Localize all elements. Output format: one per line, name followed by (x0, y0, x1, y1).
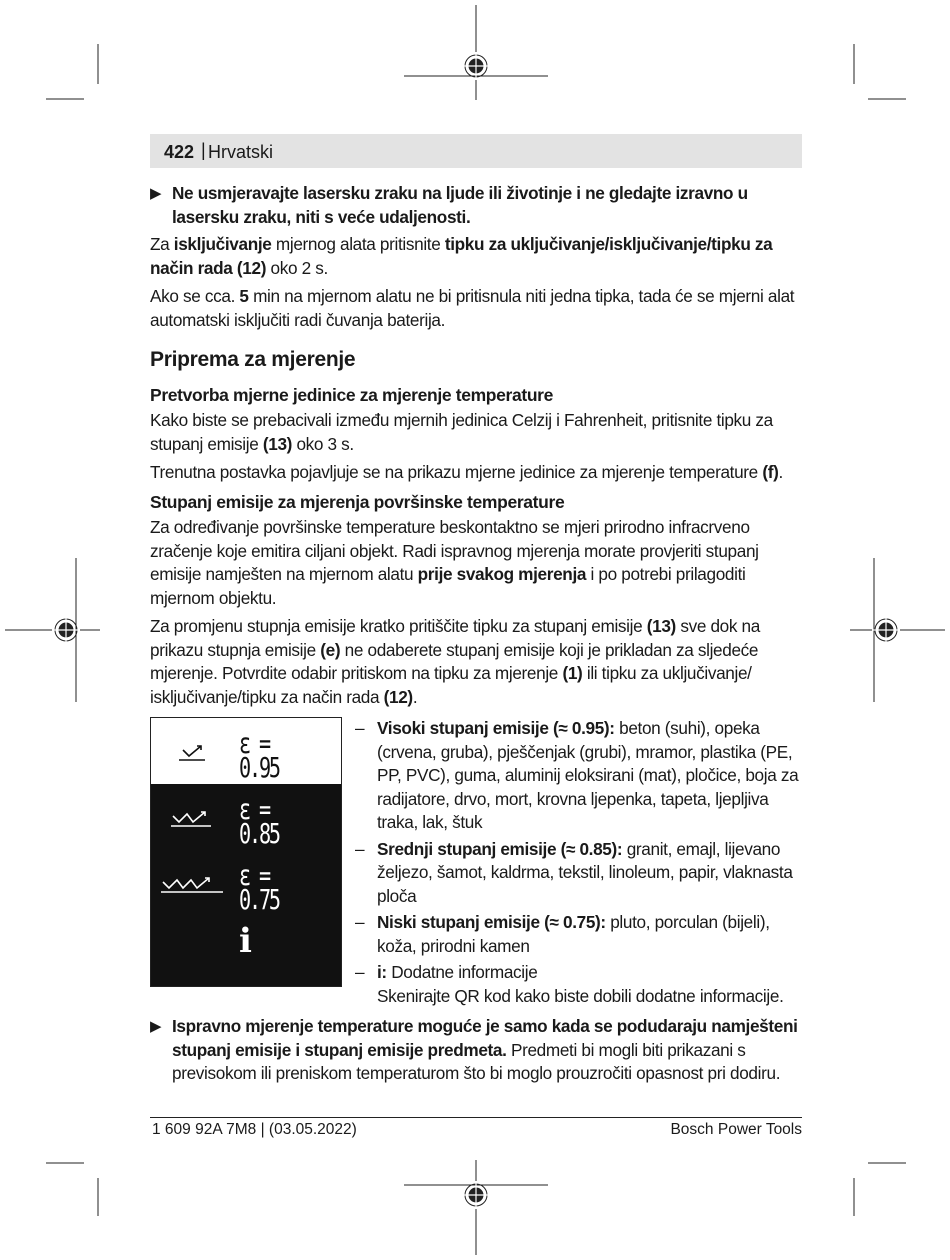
emissivity-high-icon (171, 738, 221, 762)
emissivity-row-medium (151, 784, 341, 850)
emissivity-change-paragraph: Za promjenu stupnja emisije kratko pritiščite tipku za stupanj emisije (13) sve dok na prikazu stupnja emisije (e) ne odaberete stupanj emisije koji je prikladan za sljedeće mjerenje. Potvrdite odabir pritiskom na tipku za mjerenje (1) ili tipku za uključivanje/ isključivanje/tipku za način rada (12). (150, 616, 760, 707)
list-item: – Niski stupanj emisije (≈ 0.75): pluto, porculan (bijeli), koža, prirodni kamen (355, 912, 770, 956)
info-icon: i (239, 921, 252, 961)
emissivity-list (355, 717, 805, 1011)
emissivity-heading: Stupanj emisije za mjerenja površinske temperature (150, 491, 565, 512)
switch-off-paragraph: Za isključivanje mjernog alata pritisnite tipku za uključivanje/isključivanje/tipku za način rada (12) oko 2 s. (150, 234, 773, 278)
auto-off-paragraph: Ako se cca. 5 min na mjernom alatu ne bi pritisnula niti jedna tipka, tada će se mjerni alat automatski isključiti radi čuvanja baterija. (150, 286, 795, 330)
unit-display-paragraph: Trenutna postavka pojavljuje se na prikazu mjerne jedinice za mjerenje temperature (f). (150, 462, 783, 482)
emissivity-value-high: ε = 0.95 (239, 727, 279, 784)
emissivity-low-icon (161, 870, 227, 894)
emissivity-value-medium: ε = 0.85 (239, 793, 279, 850)
unit-conversion-heading: Pretvorba mjerne jedinice za mjerenje temperature (150, 384, 554, 405)
warning-arrow-icon: ▶ (150, 1018, 162, 1035)
emissivity-section (150, 717, 805, 1011)
header-language: Hrvatski (208, 142, 274, 162)
list-item: – Visoki stupanj emisije (≈ 0.95): beton (suhi), opeka (crvena, gruba), pješčenjak (grubi), mramor, plastika (PE, PP, PVC), guma, aluminij eloksirani (mat), pločice, boja za radijatore, drvo, mort, krovna ljepenka, tapeta, ljepljiva traka, lak, štuk (355, 718, 799, 832)
page-footer (150, 1117, 802, 1138)
list-item: – Srednji stupanj emisije (≈ 0.85): granit, emajl, lijevano željezo, šamot, kaldrma, tekstil, linoleum, papir, vlaknasta ploča (355, 838, 793, 906)
header-separator: | (201, 140, 206, 160)
emissivity-display-illustration (150, 717, 342, 987)
safety-warning-measurement: ▶ Ispravno mjerenje temperature moguće je samo kada se podudaraju namješteni stupanj emisije i stupanj emisije predmeta. Predmeti bi mogli biti prikazani s previsokom ili preniskom temperaturom što bi moglo prouzročiti opasnost pri dodiru. (150, 1016, 798, 1083)
info-row (151, 916, 341, 986)
page-header (150, 134, 802, 168)
unit-conversion-paragraph: Kako biste se prebacivali između mjernih jedinica Celzij i Fahrenheit, pritisnite tipku za stupanj emisije (13) oko 3 s. (150, 410, 773, 454)
emissivity-row-low (151, 850, 341, 916)
list-item: – i: Dodatne informacije Skenirajte QR kod kako biste dobili dodatne informacije. (355, 962, 784, 1006)
warning-text: Ne usmjeravajte lasersku zraku na ljude ili životinje i ne gledajte izravno u lasersku zraku, niti s veće udaljenosti. (172, 183, 748, 227)
emissivity-intro-paragraph: Za određivanje površinske temperature beskontaktno se mjeri prirodno infracrveno zračenje koje emitira ciljani objekt. Radi ispravnog mjerenja morate provjeriti stupanj emisije namješten na mjernom alatu prije svakog mjerenja i po potrebi prilagoditi mjernom objektu. (150, 517, 759, 608)
emissivity-row-high (151, 718, 341, 784)
footer-brand: Bosch Power Tools (670, 1121, 802, 1138)
page-number: 422 (164, 142, 195, 162)
emissivity-medium-icon (171, 804, 221, 828)
safety-warning (150, 182, 805, 229)
section-title: Priprema za mjerenje (150, 348, 356, 371)
warning-arrow-icon: ▶ (150, 185, 162, 202)
footer-doc-number: 1 609 92A 7M8 | (03.05.2022) (152, 1121, 357, 1138)
page-content (150, 182, 805, 1090)
emissivity-value-low: ε = 0.75 (239, 859, 279, 916)
